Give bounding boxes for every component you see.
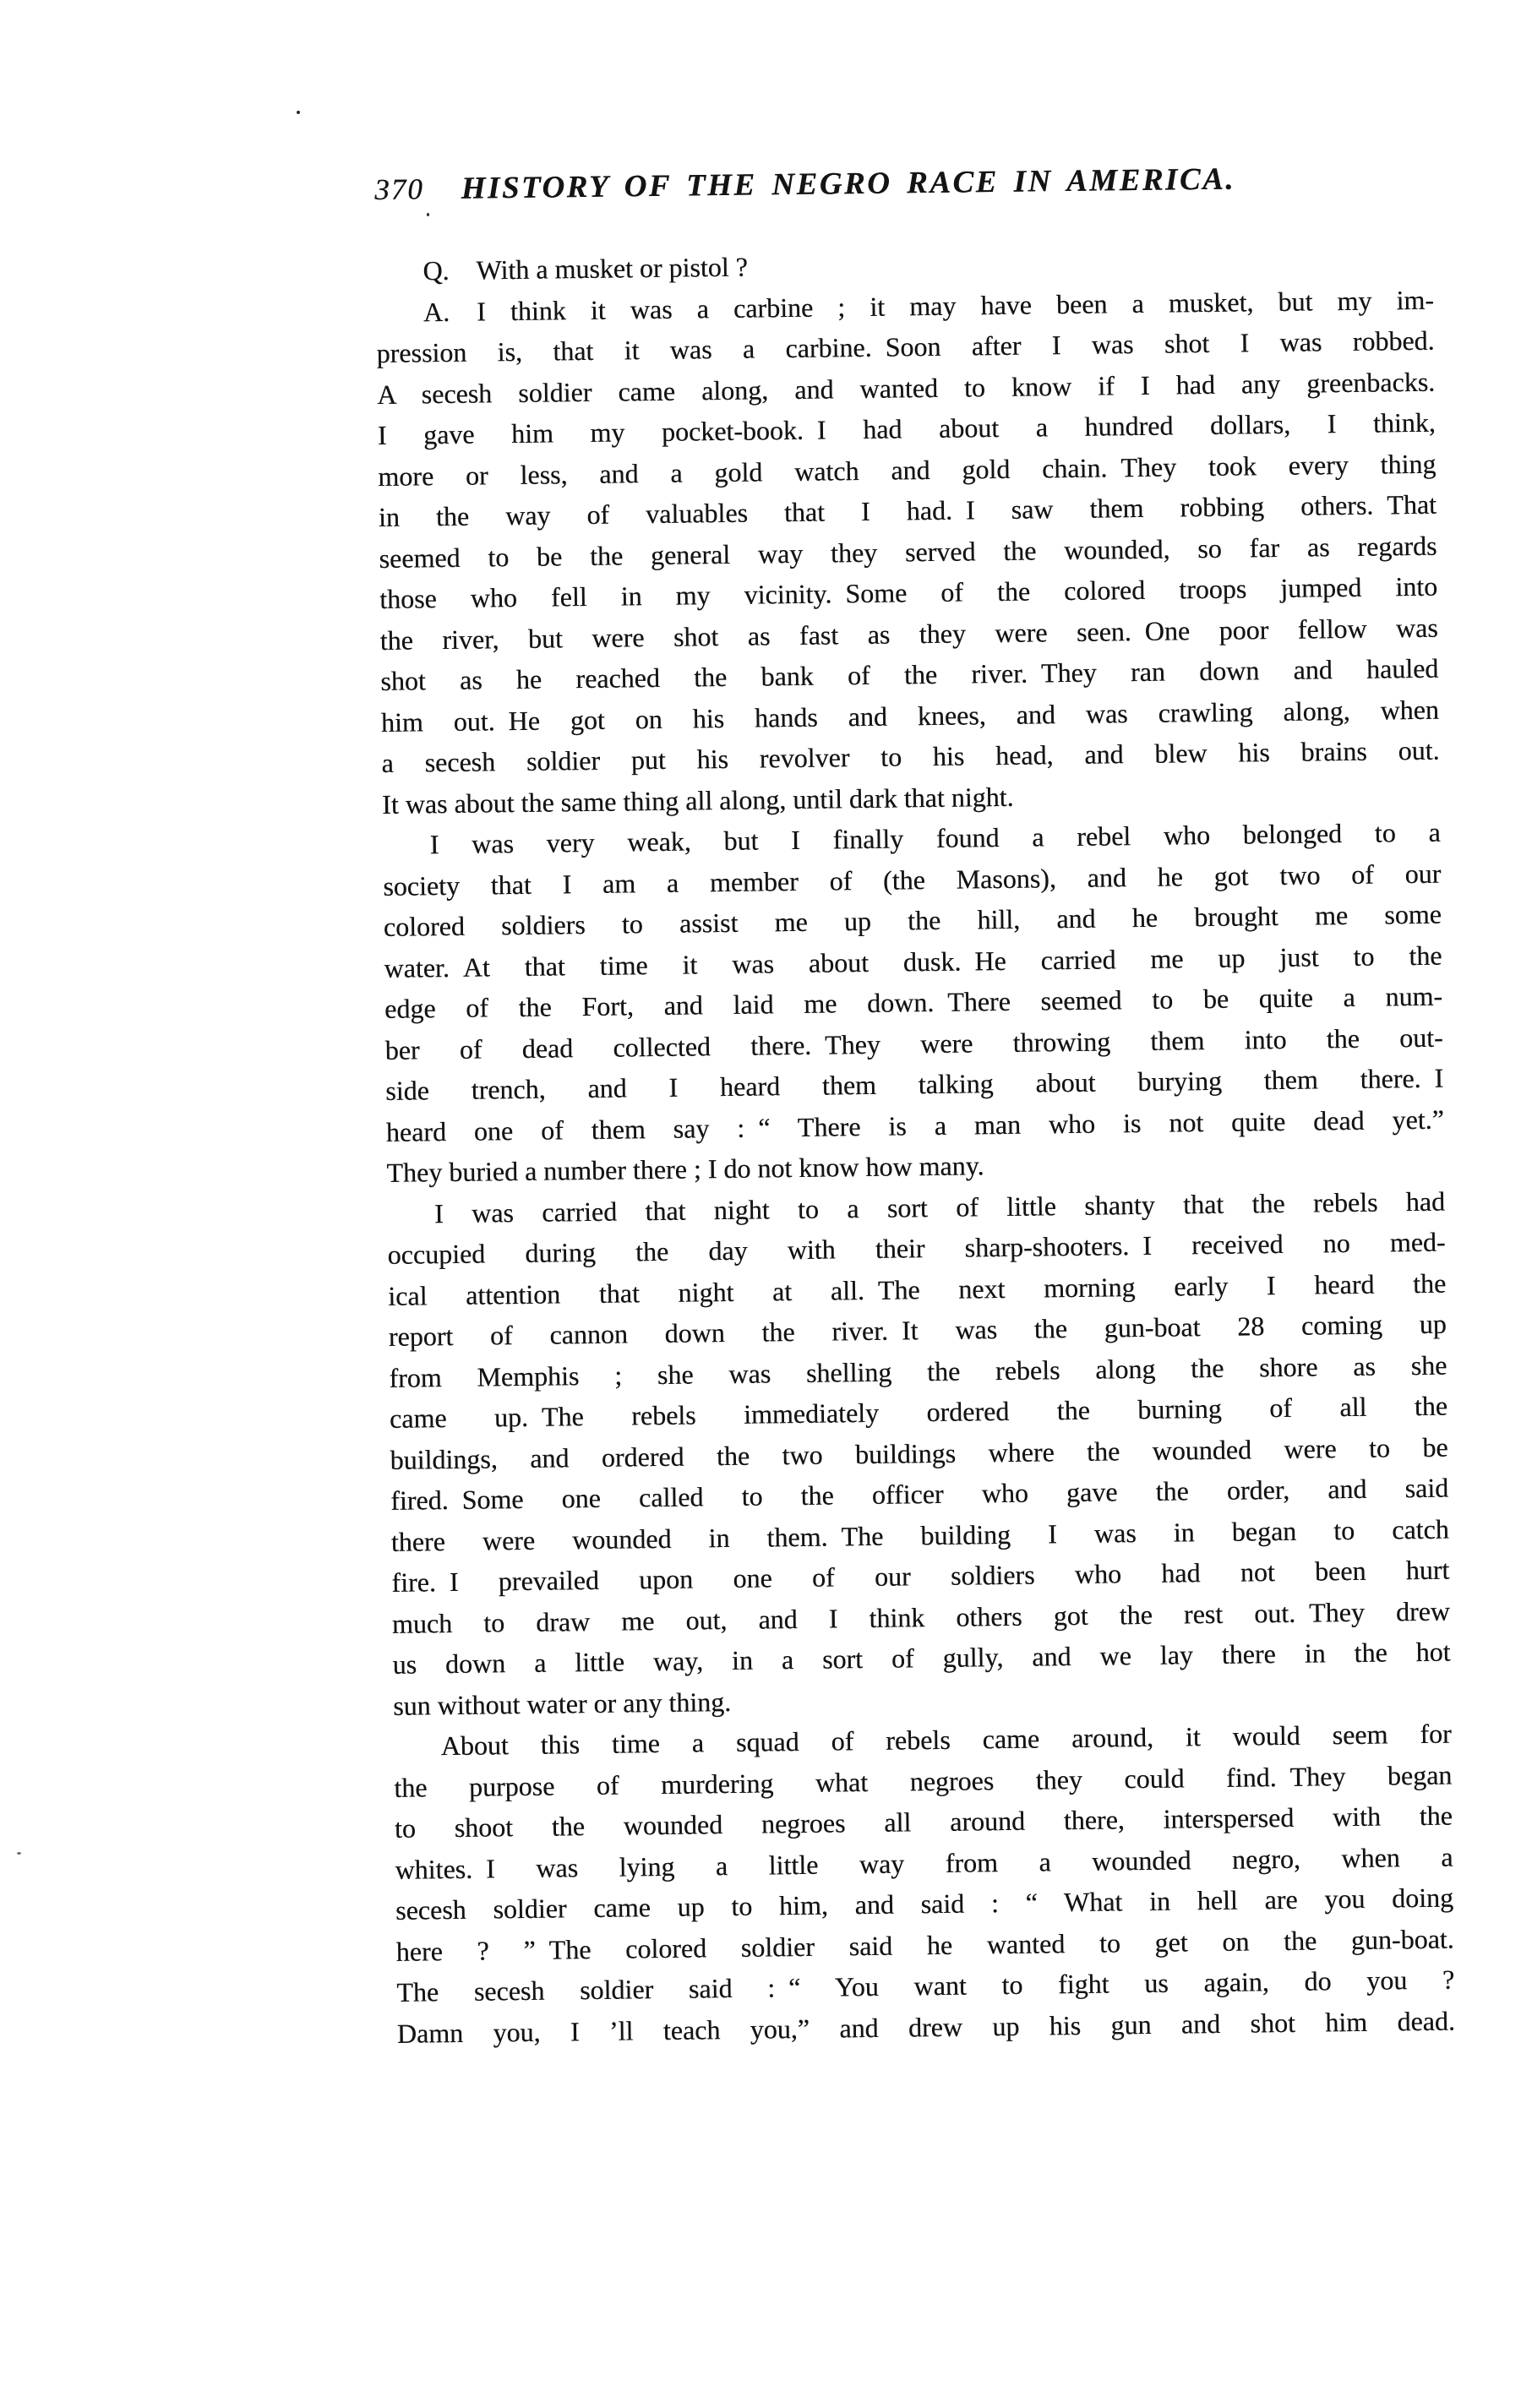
text-line: edge of the Fort, and laid me down. There seemed to be quite a num- [384,980,1443,1024]
text-line: seemed to be the general way they served the wounded, so far as regards [379,530,1437,574]
text-line: pression is, that it was a carbine. Soon after I was shot I was robbed. [376,324,1435,368]
scan-speck [297,111,300,114]
text-line: It was about the same thing all along, until dark that night. [381,781,1014,820]
text-line: those who fell in my vicinity. Some of the colored troops jumped into [379,570,1438,614]
text-line: A secesh soldier came along, and wanted to know if I had any greenbacks. [376,366,1436,410]
text-line: ber of dead collected there. They were throwing them into the out- [384,1021,1443,1065]
running-title: HISTORY OF THE NEGRO RACE IN AMERICA. [461,161,1236,206]
running-header [374,159,1433,251]
text-line: A. I think it was a carbine ; it may have been a musket, but my im- [422,284,1435,327]
text-line: here ? ” The colored soldier said he wanted to get on the gun-boat. [395,1923,1454,1967]
text-line: there were wounded in them. The building I was in began to catch [390,1513,1449,1557]
text-line: About this time a squad of rebels came around, it would seem for [440,1718,1452,1762]
text-line: came up. The rebels immediately ordered the burning of all the [389,1390,1448,1434]
text-line: fired. Some one called to the officer who gave the order, and said [390,1472,1449,1516]
text-line: more or less, and a gold watch and gold chain. They took every thing [378,448,1436,492]
text-line: society that I am a member of (the Masons), and he got two of our [383,858,1442,902]
text-line: occupied during the day with their sharp-shooters. I received no med- [387,1226,1446,1270]
text-line: to shoot the wounded negroes all around there, interspersed with the [394,1800,1453,1844]
text-line: I was carried that night to a sort of little shanty that the rebels had [433,1185,1446,1229]
page-number: 370 [374,172,424,206]
text-line: us down a little way, in a sort of gully, and we lay there in the hot [392,1636,1451,1680]
text-line: colored soldiers to assist me up the hill, and he brought me some [383,898,1442,942]
text-line: I gave him my pocket-book. I had about a hundred dollars, I think, [377,406,1436,450]
page-content [374,159,1455,2054]
text-line: him out. He got on his hands and knees, and was crawling along, when [380,694,1440,738]
body-text [375,238,1455,2054]
text-line: fire. I prevailed upon one of our soldiers who had not been hurt [391,1554,1450,1598]
text-line: shot as he reached the bank of the river. They ran down and hauled [380,652,1439,696]
text-line: whites. I was lying a little way from a wounded negro, when a [395,1841,1453,1885]
text-line: Q. With a musket or pistol ? [422,251,749,286]
text-line: the river, but were shot as fast as they were seen. One poor fellow was [379,612,1438,656]
text-line: ical attention that night at all. The next morning early I heard the [388,1267,1447,1311]
text-line: water. At that time it was about dusk. He carried me up just to the [384,940,1442,983]
text-line: sun without water or any thing. [392,1686,732,1721]
text-line: side trench, and I heard them talking about burying them there. I [385,1062,1444,1106]
text-line: They buried a number there ; I do not know how many. [386,1150,984,1188]
text-line: the purpose of murdering what negroes they could find. They began [394,1759,1453,1803]
text-line: heard one of them say : “ There is a man who is not quite dead yet.” [385,1103,1445,1147]
text-line: buildings, and ordered the two buildings where the wounded were to be [390,1431,1448,1475]
text-line: from Memphis ; she was shelling the rebels along the shore as she [389,1349,1447,1393]
text-line: much to draw me out, and I think others got the rest out. They drew [391,1595,1451,1639]
text-line: a secesh soldier put his revolver to his head, and blew his brains out. [381,734,1440,778]
text-line: Damn you, I ’ll teach you,” and drew up his gun and shot him dead. [396,2005,1456,2049]
text-line: in the way of valuables that I had. I saw them robbing others. That [378,488,1437,532]
scan-speck [17,1852,21,1855]
text-line: report of cannon down the river. It was the gun-boat 28 coming up [388,1308,1447,1352]
text-line: The secesh soldier said : “ You want to fight us again, do you ? [396,1964,1455,2008]
text-line: I was very weak, but I finally found a rebel who belonged to a [429,816,1441,860]
text-line: secesh soldier came up to him, and said : “ What in hell are you doing [395,1882,1454,1926]
